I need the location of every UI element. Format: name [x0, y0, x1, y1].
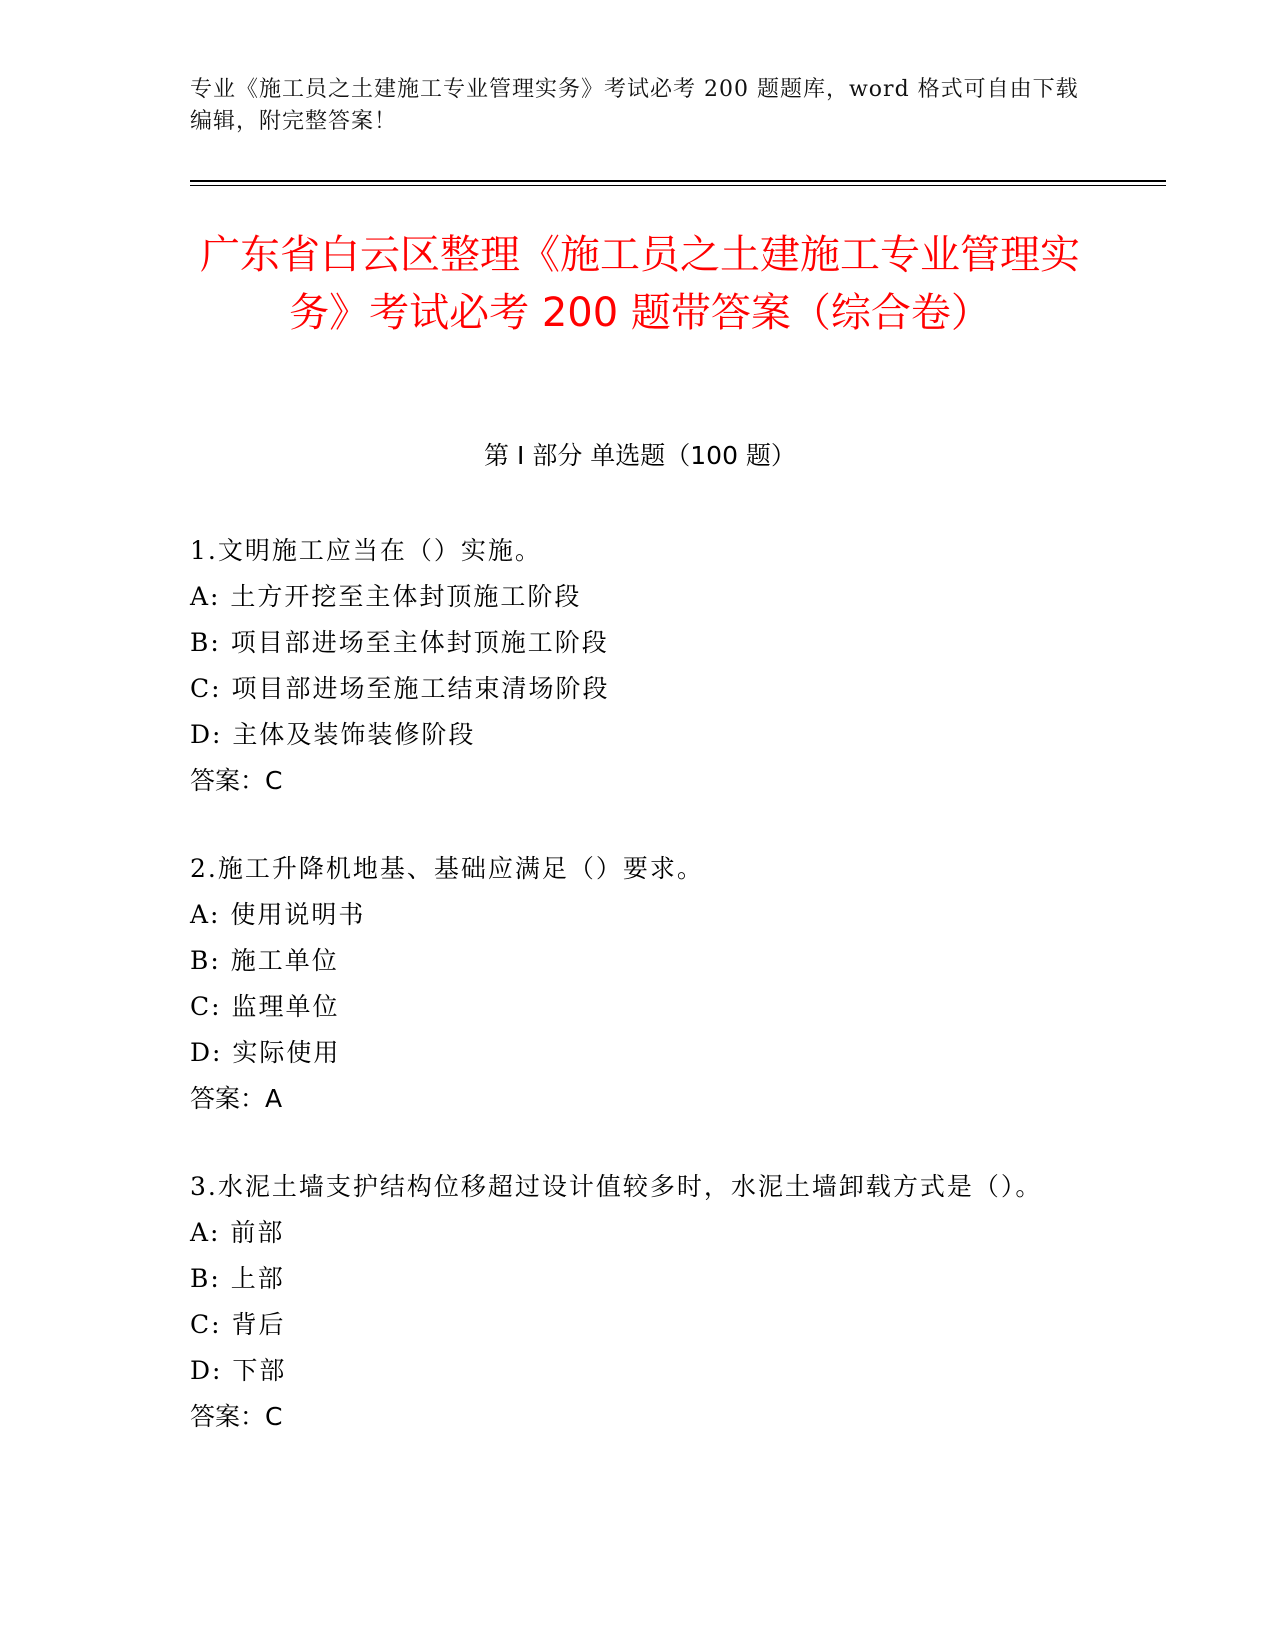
answer-line: 答案：C: [190, 766, 283, 795]
header-divider-thick: [190, 180, 1166, 182]
question-stem: 1.文明施工应当在（）实施。: [190, 536, 542, 565]
option-a: A: 土方开挖至主体封顶施工阶段: [190, 582, 582, 611]
question-stem: 2.施工升降机地基、基础应满足（）要求。: [190, 854, 704, 883]
option-d: D: 下部: [190, 1356, 287, 1385]
option-b: B: 项目部进场至主体封顶施工阶段: [190, 628, 609, 657]
header-note: 专业《施工员之土建施工专业管理实务》考试必考 200 题题库，word 格式可自由下载编辑，附完整答案！: [190, 77, 1079, 134]
question-1: [190, 528, 1090, 804]
question-list: [190, 528, 1090, 1482]
option-c: C: 监理单位: [190, 992, 340, 1021]
option-d: D: 实际使用: [190, 1038, 341, 1067]
question-2: [190, 846, 1090, 1122]
question-stem: 3.水泥土墙支护结构位移超过设计值较多时，水泥土墙卸载方式是（）。: [190, 1172, 1043, 1201]
option-a: A: 使用说明书: [190, 900, 366, 929]
option-c: C: 项目部进场至施工结束清场阶段: [190, 674, 610, 703]
option-b: B: 施工单位: [190, 946, 339, 975]
option-c: C: 背后: [190, 1310, 286, 1339]
question-3: [190, 1164, 1090, 1440]
answer-line: 答案：C: [190, 1402, 283, 1431]
answer-line: 答案：A: [190, 1084, 283, 1113]
document-title: 广东省白云区整理《施工员之土建施工专业管理实务》考试必考 200 题带答案（综合卷）: [200, 232, 1080, 336]
option-b: B: 上部: [190, 1264, 285, 1293]
section-heading: 第 I 部分 单选题（100 题）: [484, 441, 796, 470]
header-divider-thin: [190, 185, 1166, 186]
option-d: D: 主体及装饰装修阶段: [190, 720, 476, 749]
option-a: A: 前部: [190, 1218, 285, 1247]
